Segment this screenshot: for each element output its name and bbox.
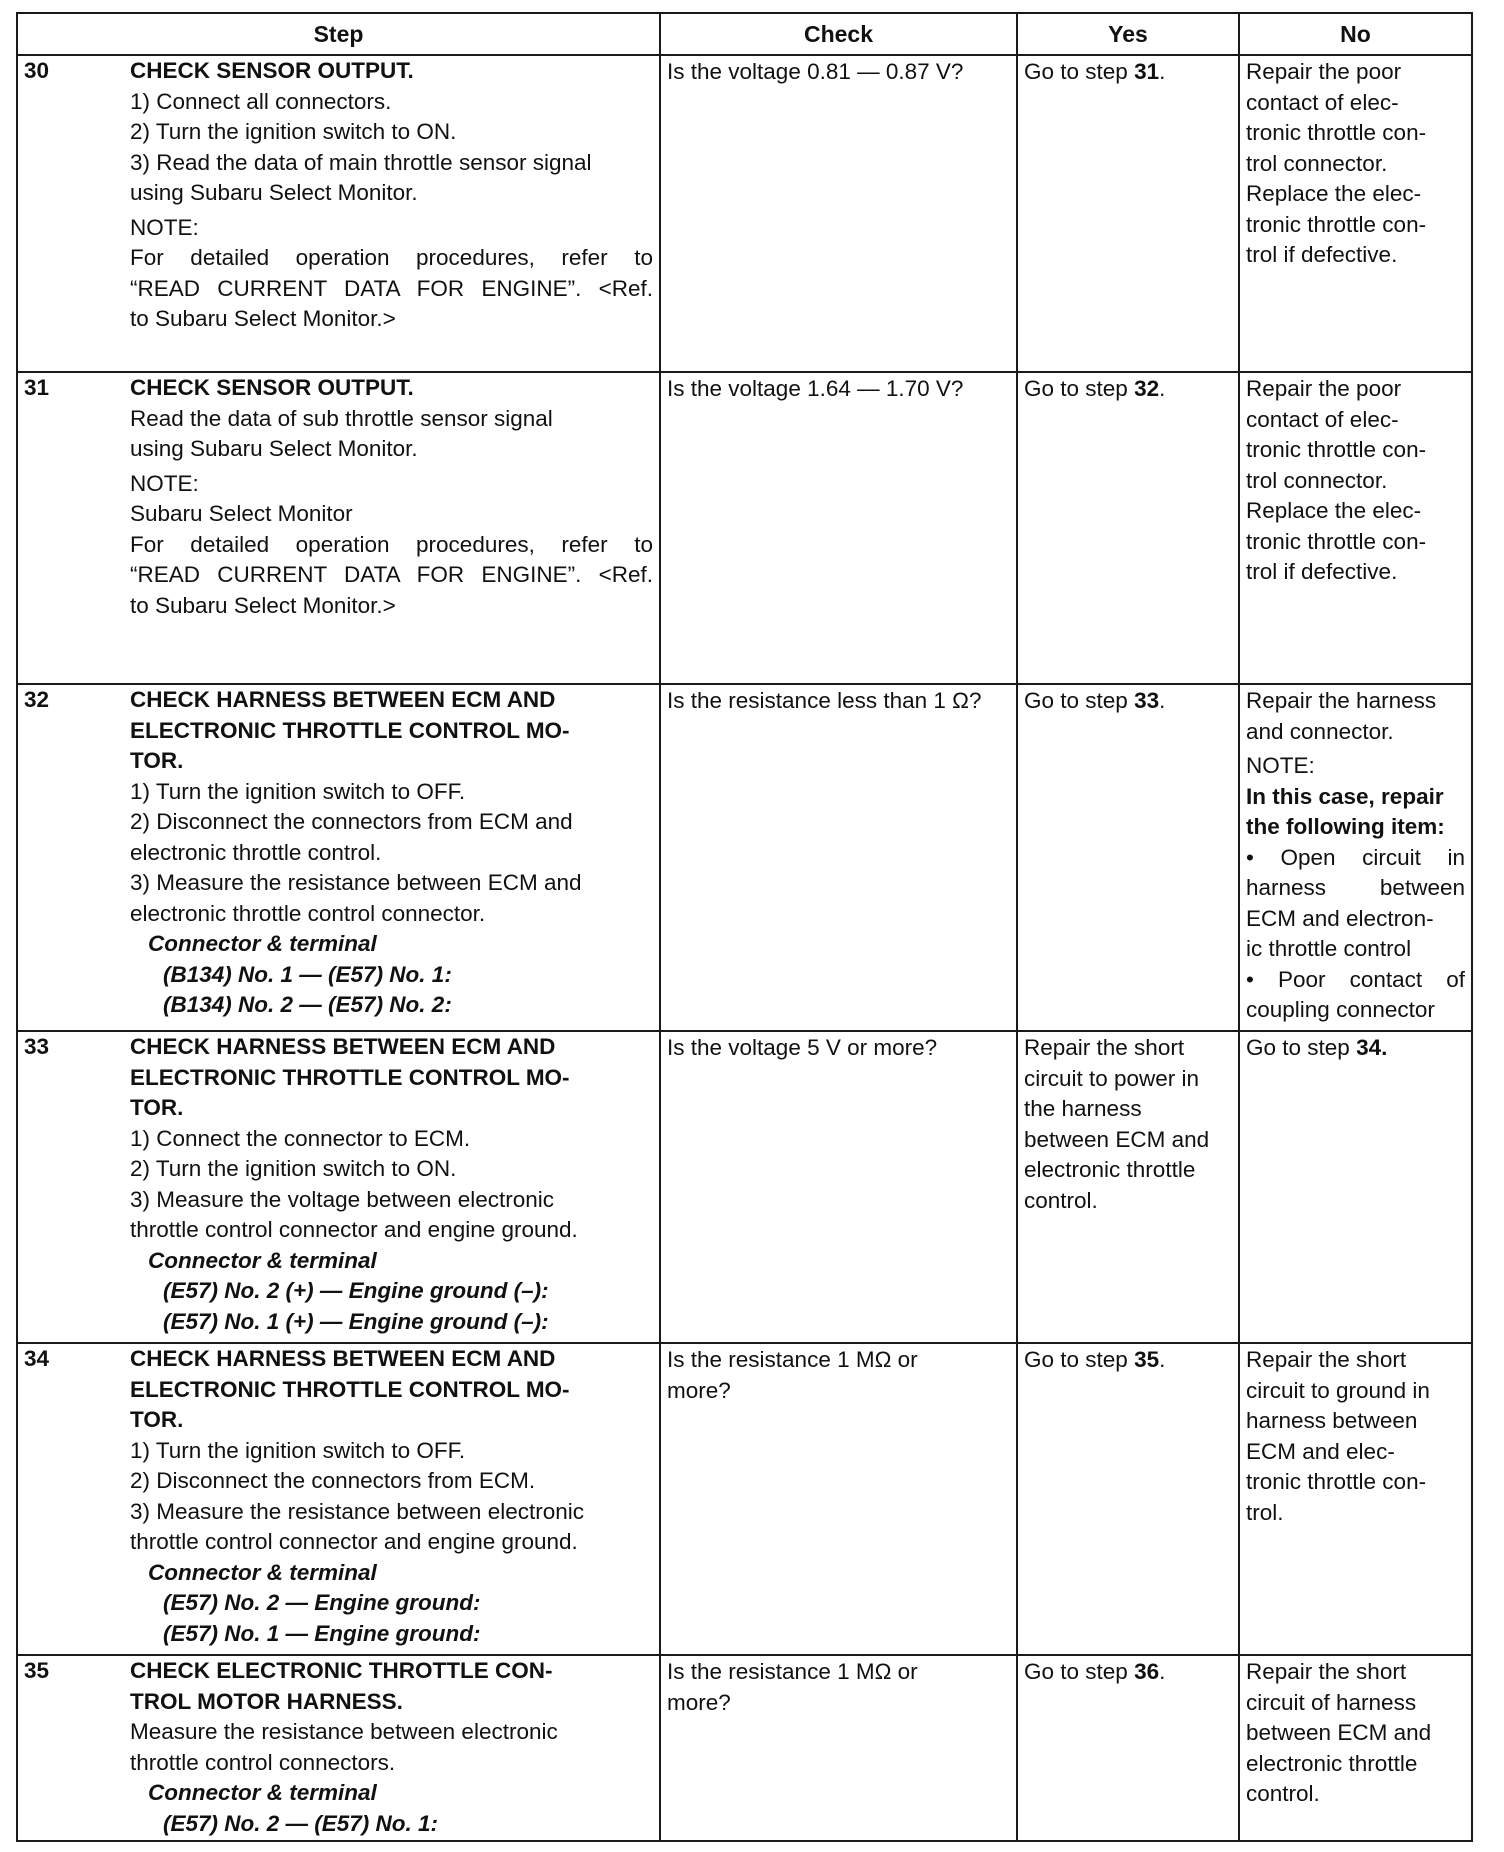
no-action: [1240, 1656, 1471, 1810]
step-number: 30: [24, 58, 50, 83]
yes-cell: [1017, 684, 1239, 1031]
no-cell: [1239, 1343, 1472, 1655]
no-text: circuit of harness: [1246, 1689, 1417, 1715]
step-title: ELECTRONIC THROTTLE CONTROL MO-: [130, 1064, 570, 1090]
yes-suffix: .: [1159, 1347, 1166, 1372]
step-instruction: using Subaru Select Monitor.: [130, 436, 418, 461]
header-check: Check: [660, 13, 1017, 55]
yes-step-ref: 32: [1134, 376, 1160, 401]
check-text: Is the resistance 1 MΩ or: [667, 1659, 918, 1684]
step-cell: [17, 1343, 660, 1655]
yes-action: [1018, 685, 1238, 717]
yes-text: the harness: [1024, 1096, 1142, 1121]
step-title: TOR.: [130, 748, 184, 773]
table-row: [17, 1655, 1472, 1841]
step-cell: [17, 1031, 660, 1343]
no-text: and connector.: [1246, 718, 1394, 744]
diagnostic-table: [16, 12, 1473, 1842]
step-instruction: 2) Turn the ignition switch to ON.: [130, 1156, 457, 1181]
yes-action: [1018, 1344, 1238, 1376]
no-note-bullet: • Poor contact of: [1246, 966, 1465, 992]
note-text: “READ CURRENT DATA FOR ENGINE”. <Ref.: [130, 562, 653, 587]
no-note-text: harness between: [1246, 875, 1465, 900]
step-instruction: 1) Turn the ignition switch to OFF.: [130, 1437, 466, 1463]
no-text: tronic throttle con-: [1246, 1469, 1427, 1494]
step-body: [130, 373, 659, 621]
note-text: For detailed operation procedures, refer to: [130, 245, 653, 270]
no-note-bullet: • Open circuit in: [1246, 844, 1465, 870]
check-text: more?: [667, 1689, 731, 1715]
yes-suffix: .: [1159, 59, 1166, 84]
yes-text: control.: [1024, 1187, 1098, 1213]
step-instruction: 3) Measure the resistance between ECM and: [130, 870, 582, 895]
connector-terminal-spec: (E57) No. 1 — Engine ground:: [163, 1620, 481, 1646]
no-text: tronic throttle con-: [1246, 120, 1427, 145]
yes-text: Go to step: [1024, 59, 1135, 84]
yes-action: [1018, 373, 1238, 405]
step-instruction: 1) Turn the ignition switch to OFF.: [130, 778, 466, 804]
yes-text: Go to step: [1024, 1659, 1135, 1684]
no-text: tronic throttle con-: [1246, 211, 1427, 237]
yes-suffix: .: [1159, 688, 1166, 713]
no-cell: [1239, 684, 1472, 1031]
note-text: For detailed operation procedures, refer to: [130, 531, 653, 557]
table-row: [17, 55, 1472, 372]
step-number: 31: [24, 375, 50, 400]
connector-terminal-label: Connector & terminal: [148, 1559, 377, 1585]
yes-step-ref: 36: [1134, 1659, 1160, 1684]
no-text: Replace the elec-: [1246, 181, 1422, 206]
no-note-text: ic throttle control: [1246, 936, 1412, 961]
note-text: to Subaru Select Monitor.>: [130, 592, 396, 618]
step-instruction: 1) Connect all connectors.: [130, 88, 392, 114]
no-text: Repair the short: [1246, 1659, 1407, 1684]
connector-terminal-label: Connector & terminal: [148, 1247, 377, 1273]
check-text: more?: [667, 1377, 731, 1403]
yes-text: electronic throttle: [1024, 1157, 1196, 1182]
note-text: Subaru Select Monitor: [130, 501, 353, 526]
step-body: [130, 56, 659, 335]
check-text: Is the resistance 1 MΩ or: [667, 1347, 918, 1372]
no-note-text: ECM and electron-: [1246, 905, 1434, 931]
check-cell: [660, 684, 1017, 1031]
step-instruction: electronic throttle control.: [130, 839, 382, 865]
no-text: electronic throttle: [1246, 1750, 1418, 1776]
yes-suffix: .: [1159, 376, 1166, 401]
no-text: Replace the elec-: [1246, 498, 1422, 523]
no-text: contact of elec-: [1246, 406, 1399, 432]
step-title: TOR.: [130, 1407, 184, 1432]
step-body: [130, 1656, 659, 1839]
step-number: 34: [24, 1346, 50, 1371]
header-step: Step: [17, 13, 660, 55]
step-title: ELECTRONIC THROTTLE CONTROL MO-: [130, 717, 570, 743]
no-text: between ECM and: [1246, 1720, 1432, 1745]
check-cell: [660, 1031, 1017, 1343]
no-action: [1240, 56, 1471, 271]
connector-terminal-spec: (E57) No. 2 — (E57) No. 1:: [163, 1810, 439, 1836]
connector-terminal-spec: (E57) No. 1 (+) — Engine ground (–):: [163, 1308, 549, 1334]
step-body: [130, 1032, 659, 1337]
step-instruction: Read the data of sub throttle sensor signal: [130, 405, 553, 431]
step-instruction: electronic throttle control connector.: [130, 900, 486, 926]
connector-terminal-spec: (B134) No. 2 — (E57) No. 2:: [163, 992, 452, 1017]
no-suffix: .: [1381, 1035, 1388, 1060]
step-title: ELECTRONIC THROTTLE CONTROL MO-: [130, 1376, 570, 1402]
check-cell: [660, 1343, 1017, 1655]
no-text: contact of elec-: [1246, 89, 1399, 115]
no-action: [1240, 1344, 1471, 1528]
step-cell: [17, 1655, 660, 1841]
yes-text: Go to step: [1024, 688, 1135, 713]
check-cell: [660, 1655, 1017, 1841]
no-text: tronic throttle con-: [1246, 528, 1427, 554]
no-action: [1240, 373, 1471, 588]
step-title: TOR.: [130, 1095, 184, 1120]
step-title: CHECK HARNESS BETWEEN ECM AND: [130, 687, 556, 712]
yes-step-ref: 31: [1134, 59, 1160, 84]
header-no: No: [1239, 13, 1472, 55]
yes-step-ref: 33: [1134, 688, 1160, 713]
step-instruction: 2) Disconnect the connectors from ECM and: [130, 809, 573, 834]
connector-terminal-spec: (E57) No. 2 (+) — Engine ground (–):: [163, 1278, 549, 1303]
step-instruction: using Subaru Select Monitor.: [130, 180, 418, 205]
check-question: [661, 1656, 1016, 1718]
step-instruction: throttle control connector and engine ground.: [130, 1217, 578, 1242]
table-row: [17, 1343, 1472, 1655]
no-text: control.: [1246, 1781, 1320, 1806]
header-row: [17, 13, 1472, 55]
note-label: NOTE:: [130, 470, 199, 496]
yes-cell: [1017, 372, 1239, 684]
yes-action: [1018, 1656, 1238, 1688]
yes-suffix: .: [1159, 1659, 1166, 1684]
no-text: Go to step: [1246, 1035, 1357, 1060]
no-text: ECM and elec-: [1246, 1438, 1395, 1464]
no-text: Repair the poor: [1246, 59, 1402, 84]
no-text: Repair the harness: [1246, 688, 1437, 713]
step-title: CHECK HARNESS BETWEEN ECM AND: [130, 1346, 556, 1371]
step-title: CHECK ELECTRONIC THROTTLE CON-: [130, 1658, 553, 1683]
check-question: Is the resistance less than 1 Ω?: [667, 688, 982, 713]
yes-action: [1018, 1032, 1238, 1216]
yes-cell: [1017, 1655, 1239, 1841]
no-note-text: In this case, repair: [1246, 783, 1444, 809]
step-instruction: 1) Connect the connector to ECM.: [130, 1125, 471, 1151]
step-instruction: 2) Disconnect the connectors from ECM.: [130, 1468, 536, 1493]
no-note-text: coupling connector: [1246, 997, 1435, 1022]
header-yes: Yes: [1017, 13, 1239, 55]
no-cell: [1239, 55, 1472, 372]
step-number: 35: [24, 1658, 50, 1683]
yes-cell: [1017, 1343, 1239, 1655]
no-text: trol if defective.: [1246, 559, 1398, 584]
yes-text: Go to step: [1024, 376, 1135, 401]
table-row: [17, 1031, 1472, 1343]
note-text: “READ CURRENT DATA FOR ENGINE”. <Ref.: [130, 275, 653, 301]
yes-text: Repair the short: [1024, 1035, 1185, 1060]
no-step-ref: 34: [1356, 1035, 1382, 1060]
step-cell: [17, 684, 660, 1031]
note-label: NOTE:: [130, 214, 199, 240]
no-text: tronic throttle con-: [1246, 437, 1427, 462]
no-text: trol.: [1246, 1499, 1284, 1525]
step-body: [130, 1344, 659, 1649]
step-instruction: 3) Measure the resistance between electronic: [130, 1498, 584, 1524]
step-number: 32: [24, 687, 50, 712]
step-number: 33: [24, 1034, 50, 1059]
yes-text: Go to step: [1024, 1347, 1135, 1372]
no-text: Repair the short: [1246, 1347, 1407, 1372]
step-instruction: 3) Measure the voltage between electronic: [130, 1186, 554, 1212]
yes-text: circuit to power in: [1024, 1065, 1200, 1091]
no-text: circuit to ground in: [1246, 1377, 1430, 1403]
no-note-text: the following item:: [1246, 814, 1445, 839]
yes-action: [1018, 56, 1238, 88]
step-cell: [17, 55, 660, 372]
step-title: CHECK SENSOR OUTPUT.: [130, 375, 414, 400]
table-row: [17, 372, 1472, 684]
no-text: trol if defective.: [1246, 242, 1398, 267]
check-question: [661, 1344, 1016, 1406]
step-cell: [17, 372, 660, 684]
no-note-label: NOTE:: [1246, 753, 1315, 778]
yes-text: between ECM and: [1024, 1126, 1210, 1152]
yes-cell: [1017, 1031, 1239, 1343]
table-row: [17, 684, 1472, 1031]
check-cell: [660, 55, 1017, 372]
no-text: trol connector.: [1246, 150, 1388, 176]
step-instruction: throttle control connectors.: [130, 1749, 396, 1775]
step-instruction: Measure the resistance between electronic: [130, 1719, 558, 1744]
yes-cell: [1017, 55, 1239, 372]
check-question: Is the voltage 0.81 — 0.87 V?: [667, 59, 964, 84]
connector-terminal-label: Connector & terminal: [148, 931, 377, 956]
no-action: [1240, 685, 1471, 1026]
connector-terminal-spec: (E57) No. 2 — Engine ground:: [163, 1590, 481, 1615]
no-text: Repair the poor: [1246, 376, 1402, 401]
step-title: TROL MOTOR HARNESS.: [130, 1688, 403, 1714]
step-body: [130, 685, 659, 1021]
no-cell: [1239, 1031, 1472, 1343]
step-instruction: 2) Turn the ignition switch to ON.: [130, 119, 457, 144]
no-cell: [1239, 1655, 1472, 1841]
step-instruction: 3) Read the data of main throttle sensor signal: [130, 149, 592, 175]
yes-step-ref: 35: [1134, 1347, 1160, 1372]
no-action: [1240, 1032, 1471, 1064]
connector-terminal-label: Connector & terminal: [148, 1780, 377, 1805]
note-text: to Subaru Select Monitor.>: [130, 306, 396, 331]
step-title: CHECK HARNESS BETWEEN ECM AND: [130, 1034, 556, 1059]
no-text: harness between: [1246, 1408, 1418, 1433]
no-cell: [1239, 372, 1472, 684]
step-instruction: throttle control connector and engine ground.: [130, 1529, 578, 1554]
check-question: Is the voltage 1.64 — 1.70 V?: [667, 376, 964, 401]
check-question: Is the voltage 5 V or more?: [667, 1035, 938, 1060]
no-text: trol connector.: [1246, 467, 1388, 493]
connector-terminal-spec: (B134) No. 1 — (E57) No. 1:: [163, 961, 452, 987]
diagnostic-procedure-sheet: [16, 12, 1473, 1842]
step-title: CHECK SENSOR OUTPUT.: [130, 58, 414, 83]
check-cell: [660, 372, 1017, 684]
